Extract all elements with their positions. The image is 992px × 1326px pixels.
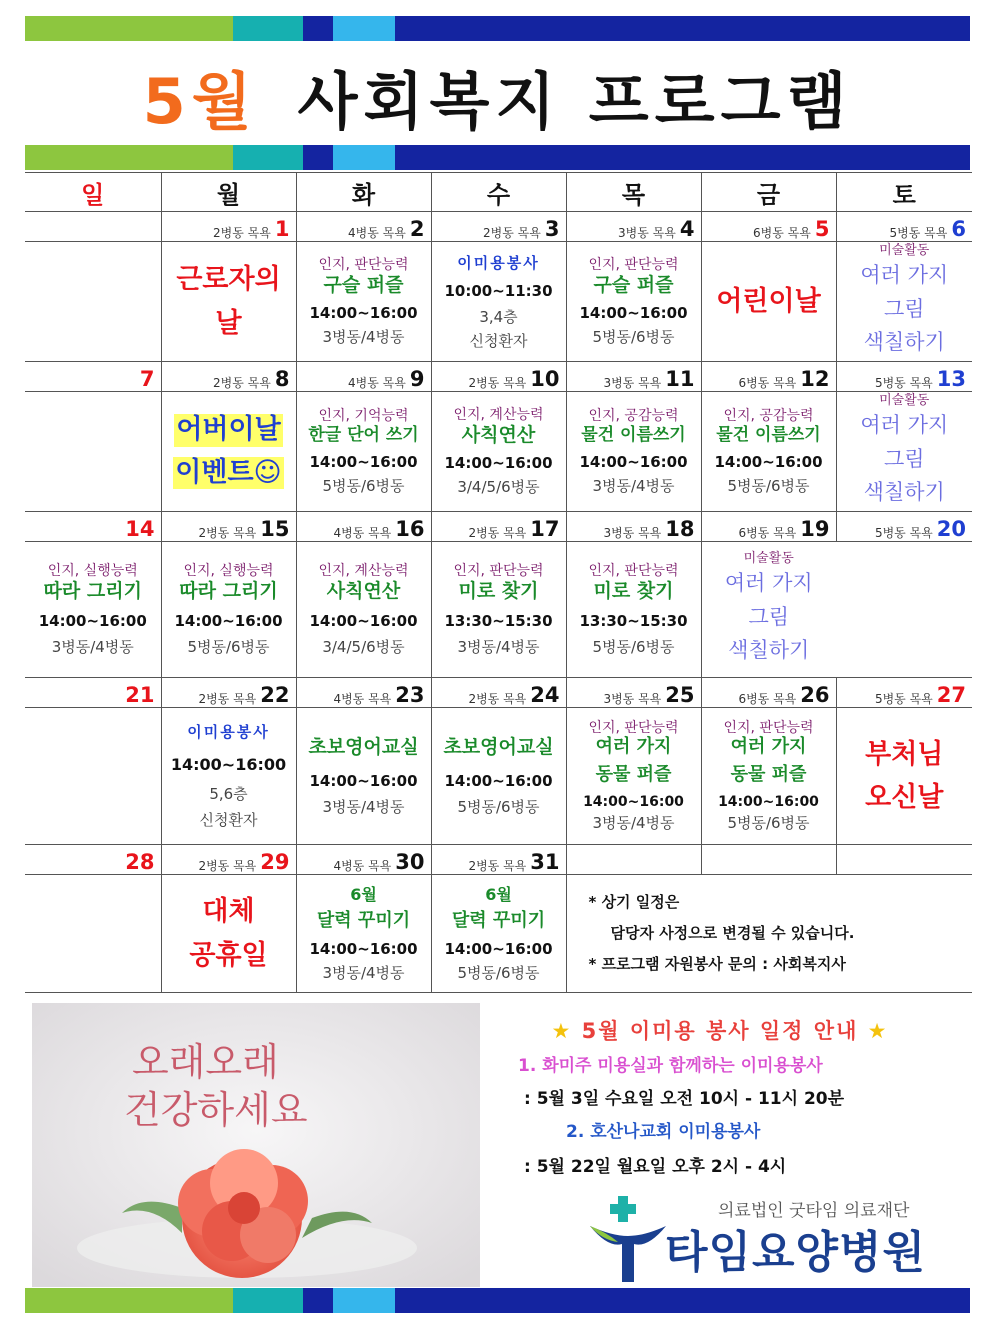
date-cell [431,845,566,875]
weekday-tue: 화 [296,173,431,212]
program-target: 신청환자 [199,810,258,829]
date-cell [431,678,566,708]
title-main: 사회복지 프로그램 [297,64,853,138]
program-ward: 5병동/6병동 [592,638,675,657]
program-time: 14:00~16:00 [444,772,553,791]
program-cell [296,708,431,845]
notice-item2: 2. 호산나교회 이미용봉사 [566,1122,761,1142]
date-cell [161,212,296,242]
program-title: 사칙연산 [461,423,536,446]
program-cell [296,542,431,678]
date-cell [25,678,161,708]
corporation-name: 의료법인 굿타임 의료재단 [718,1201,910,1221]
program-category: 인지, 판단능력 [318,256,409,273]
date-cell [701,362,836,392]
program-time: 14:00~16:00 [309,939,418,958]
date-cell [566,212,701,242]
date-number: 20 [936,517,966,541]
program-category: 인지, 판단능력 [723,719,814,736]
date-cell [161,362,296,392]
date-number: 18 [665,517,695,541]
program-cell [836,708,972,845]
week4-dates [25,678,972,708]
program-cell [25,875,161,993]
date-cell [836,512,972,542]
bottom-color-stripe [25,1288,970,1313]
program-cell [701,708,836,845]
art-line: 그림 [748,604,790,629]
week2-dates [25,362,972,392]
program-title: 6월 [485,885,512,905]
program-category: 인지, 공감능력 [588,407,679,424]
program-time: 14:00~16:00 [579,453,688,472]
date-number: 26 [800,683,830,707]
program-ward: 5병동/6병동 [592,328,675,347]
date-cell [25,362,161,392]
bath-ward: 6병동 목욕 [753,226,811,240]
bath-ward: 2병동 목욕 [468,376,527,390]
holiday-label: 날 [215,307,242,339]
hospital-logo-icon [588,1196,668,1282]
notice-item2-time: : 5월 22일 월요일 오후 2시 - 4시 [524,1157,787,1177]
beauty-service-notice [490,1015,950,1177]
bath-ward: 4병동 목욕 [333,859,392,873]
event-label: 이벤트☺ [175,456,282,488]
date-number: 29 [260,850,290,874]
date-cell [25,512,161,542]
bath-ward: 2병동 목욕 [213,376,271,390]
program-cell [161,242,296,362]
event-label: 어버이날 [176,414,281,446]
art-line: 여러 가지 [860,262,949,287]
calendar-table [25,172,972,993]
date-cell [296,512,431,542]
bath-ward: 5병동 목욕 [874,376,933,390]
program-title: 달력 꾸미기 [316,910,411,932]
art-line: 그림 [883,446,925,471]
art-line: 여러 가지 [860,412,949,437]
date-cell [296,678,431,708]
date-cell [161,845,296,875]
holiday-label: 부처님 [865,738,944,770]
star-icon: ★ [867,1019,889,1043]
program-title: 초보영어교실 [308,735,419,758]
date-number: 12 [800,367,830,391]
date-number: 23 [395,683,425,707]
date-number: 11 [665,367,695,391]
date-cell [431,362,566,392]
note-line: * 프로그램 자원봉사 문의 : 사회복지사 [588,955,846,973]
date-cell [836,212,972,242]
program-time: 14:00~16:00 [38,612,147,631]
program-title: 여러 가지 [595,736,672,758]
photo-caption-line2: 건강하세요 [124,1088,308,1132]
program-category: 인지, 실행능력 [183,562,274,579]
program-ward: 5병동/6병동 [457,798,540,817]
notice-heading [490,1015,950,1045]
title-month: 5월 [142,64,258,138]
program-time: 14:00~16:00 [174,612,283,631]
program-category: 인지, 판단능력 [588,719,679,736]
program-time: 13:30~15:30 [444,612,553,631]
program-cell [836,392,972,512]
date-number: 14 [125,517,155,541]
weekday-thu: 목 [566,173,701,212]
bath-ward: 4병동 목욕 [348,226,406,240]
weekday-fri: 금 [701,173,836,212]
program-ward: 3병동/4병동 [592,477,675,496]
date-number: 5 [814,217,830,241]
program-cell [431,242,566,362]
art-line: 색칠하기 [863,480,945,505]
date-cell [296,845,431,875]
program-cell [566,392,701,512]
bath-ward: 2병동 목욕 [198,692,257,706]
program-cell [431,708,566,845]
program-category: 인지, 판단능력 [588,256,679,273]
holiday-label: 오신날 [865,782,944,813]
photo-caption-line1: 오래오래 [132,1040,279,1084]
program-category: 인지, 실행능력 [47,562,138,579]
bath-ward: 6병동 목욕 [738,692,797,706]
date-number: 9 [409,367,425,391]
program-title: 이미용봉사 [457,253,540,272]
program-title: 구슬 퍼즐 [593,273,674,296]
program-time: 14:00~16:00 [714,453,823,472]
date-cell [25,212,161,242]
date-cell [566,362,701,392]
holiday-label: 어린이날 [716,285,821,317]
date-number: 16 [395,517,425,541]
week1-dates [25,212,972,242]
program-title: 달력 꾸미기 [451,910,546,932]
bath-ward: 4병동 목욕 [333,526,392,540]
bath-ward: 2병동 목욕 [468,692,527,706]
program-cell [701,242,836,362]
date-cell [836,678,972,708]
program-cell [25,542,161,678]
date-number: 25 [665,683,695,707]
program-cell [161,875,296,993]
bath-ward: 2병동 목욕 [483,226,541,240]
schedule-note [566,875,972,993]
program-ward: 3병동/4병동 [322,963,405,982]
program-target: 신청환자 [469,331,528,350]
date-number: 22 [260,683,290,707]
date-cell [566,845,701,875]
date-number: 10 [530,367,560,391]
date-number: 4 [679,217,695,241]
date-cell [836,845,972,875]
program-time: 10:00~11:30 [444,281,553,300]
program-cell [836,242,972,362]
program-title: 한글 단어 쓰기 [308,424,419,445]
program-ward: 3/4/5/6병동 [322,638,405,657]
program-title: 초보영어교실 [443,735,554,758]
program-ward: 3/4/5/6병동 [457,478,540,497]
note-line: 담당자 사정으로 변경될 수 있습니다. [610,924,855,942]
date-cell [701,212,836,242]
program-title: 사칙연산 [326,579,401,602]
program-category: 인지, 기억능력 [318,407,409,424]
weekday-header [25,173,972,212]
program-cell [161,392,296,512]
bath-ward: 2병동 목욕 [468,526,527,540]
program-cell [566,242,701,362]
art-line: 그림 [883,296,925,321]
weekday-wed: 수 [431,173,566,212]
date-number: 13 [936,367,966,391]
date-cell [566,678,701,708]
hospital-name: 타임요양병원 [665,1227,927,1278]
bath-ward: 4병동 목욕 [333,692,392,706]
holiday-label: 근로자의 [176,264,281,296]
week5-dates [25,845,972,875]
bath-ward: 4병동 목욕 [348,376,406,390]
program-title: 동물 퍼즐 [730,764,807,785]
program-category: 인지, 판단능력 [588,562,679,579]
program-ward: 5병동/6병동 [322,477,405,496]
program-ward: 3병동/4병동 [51,638,134,657]
bath-ward: 3병동 목욕 [603,526,662,540]
bath-ward: 2병동 목욕 [213,226,271,240]
program-ward: 3병동/4병동 [322,798,405,817]
program-cell [25,392,161,512]
date-cell [836,362,972,392]
date-cell [25,845,161,875]
program-title: 미로 찾기 [458,579,539,602]
bath-ward: 3병동 목욕 [603,692,662,706]
bath-ward: 6병동 목욕 [738,376,797,390]
program-category: 미술활동 [879,243,930,259]
weekday-mon: 월 [161,173,296,212]
program-cell [701,392,836,512]
notice-title: 5월 이미용 봉사 일정 안내 [581,1019,859,1043]
program-category: 미술활동 [743,551,794,567]
note-line: * 상기 일정은 [588,893,680,911]
date-number: 15 [260,517,290,541]
date-cell [431,512,566,542]
week1-programs [25,242,972,362]
program-cell [566,708,701,845]
program-time: 14:00~16:00 [444,939,553,958]
holiday-label: 공휴일 [189,939,268,971]
week4-programs [25,708,972,845]
date-number: 28 [125,850,155,874]
program-ward: 3병동/4병동 [322,328,405,347]
date-cell [566,512,701,542]
date-number: 31 [530,850,560,874]
holiday-label: 대체 [202,896,255,928]
program-category: 인지, 계산능력 [453,406,544,423]
star-icon: ★ [551,1019,573,1043]
program-time: 14:00~16:00 [583,793,684,810]
program-time: 13:30~15:30 [579,612,688,631]
notice-item1: 1. 화미주 미용실과 함께하는 이미용봉사 [518,1056,823,1076]
program-cell [25,708,161,845]
date-number: 24 [530,683,560,707]
date-number: 8 [274,367,290,391]
top-color-stripe [25,16,970,41]
program-ward: 5병동/6병동 [457,963,540,982]
program-cell [25,242,161,362]
date-cell [161,678,296,708]
date-number: 30 [395,850,425,874]
notice-item1-time: : 5월 3일 수요일 오전 10시 - 11시 20분 [524,1089,845,1109]
bath-ward: 3병동 목욕 [603,376,662,390]
program-category: 인지, 판단능력 [453,562,544,579]
program-place: 3,4층 [479,307,518,326]
week3-dates [25,512,972,542]
date-number: 3 [544,217,560,241]
art-line: 여러 가지 [724,570,813,595]
program-title: 따라 그리기 [43,579,142,602]
program-cell [431,392,566,512]
bath-ward: 5병동 목욕 [874,692,933,706]
program-category: 미술활동 [879,393,930,409]
bath-ward: 2병동 목욕 [198,526,257,540]
program-cell [296,242,431,362]
program-title: 이미용봉사 [187,723,270,742]
bath-ward: 5병동 목욕 [889,226,948,240]
program-time: 14:00~16:00 [579,304,688,323]
program-cell [701,542,836,678]
date-number: 2 [409,217,425,241]
date-number: 19 [800,517,830,541]
date-cell [296,212,431,242]
program-place: 5,6층 [209,784,248,803]
program-ward: 5병동/6병동 [727,814,810,833]
weekday-sat: 토 [836,173,972,212]
date-cell [431,212,566,242]
date-number: 1 [274,217,290,241]
bath-ward: 3병동 목욕 [618,226,676,240]
program-cell [161,542,296,678]
date-cell [701,845,836,875]
date-number: 7 [139,367,155,391]
program-cell [431,542,566,678]
carnation-photo [32,1003,480,1287]
program-category: 인지, 공감능력 [723,407,814,424]
week3-programs [25,542,972,678]
program-time: 14:00~16:00 [444,454,553,473]
date-cell [701,512,836,542]
bath-ward: 5병동 목욕 [874,526,933,540]
program-ward: 3병동/4병동 [457,638,540,657]
program-title: 따라 그리기 [179,579,278,602]
program-title: 물건 이름쓰기 [716,424,821,445]
week2-programs [25,392,972,512]
date-cell [701,678,836,708]
program-cell [566,542,701,678]
bath-ward: 2병동 목욕 [198,859,257,873]
program-time: 14:00~16:00 [170,755,287,775]
program-cell [161,708,296,845]
program-title: 6월 [350,885,377,905]
program-time: 14:00~16:00 [309,304,418,323]
week5-programs [25,875,972,993]
program-ward: 3병동/4병동 [592,814,675,833]
program-time: 14:00~16:00 [309,612,418,631]
date-number: 6 [951,217,966,241]
program-ward: 5병동/6병동 [187,638,270,657]
program-time: 14:00~16:00 [309,453,418,472]
program-title: 구슬 퍼즐 [323,273,404,296]
mid-color-stripe [25,145,970,170]
program-ward: 5병동/6병동 [727,477,810,496]
date-number: 21 [125,683,155,707]
date-number: 27 [936,683,966,707]
program-cell [431,875,566,993]
weekday-sun: 일 [25,173,161,212]
program-time: 14:00~16:00 [309,772,418,791]
date-cell [296,362,431,392]
art-line: 색칠하기 [863,330,945,355]
program-title: 물건 이름쓰기 [581,424,686,445]
date-number: 17 [530,517,560,541]
program-title: 미로 찾기 [593,579,674,602]
program-cell [296,392,431,512]
bath-ward: 2병동 목욕 [468,859,527,873]
bath-ward: 6병동 목욕 [738,526,797,540]
art-line: 색칠하기 [728,638,810,663]
page-title [25,48,970,144]
program-time: 14:00~16:00 [718,793,819,810]
program-category: 인지, 계산능력 [318,562,409,579]
program-cell [296,875,431,993]
program-title: 여러 가지 [730,736,807,758]
program-title: 동물 퍼즐 [595,764,672,785]
date-cell [161,512,296,542]
